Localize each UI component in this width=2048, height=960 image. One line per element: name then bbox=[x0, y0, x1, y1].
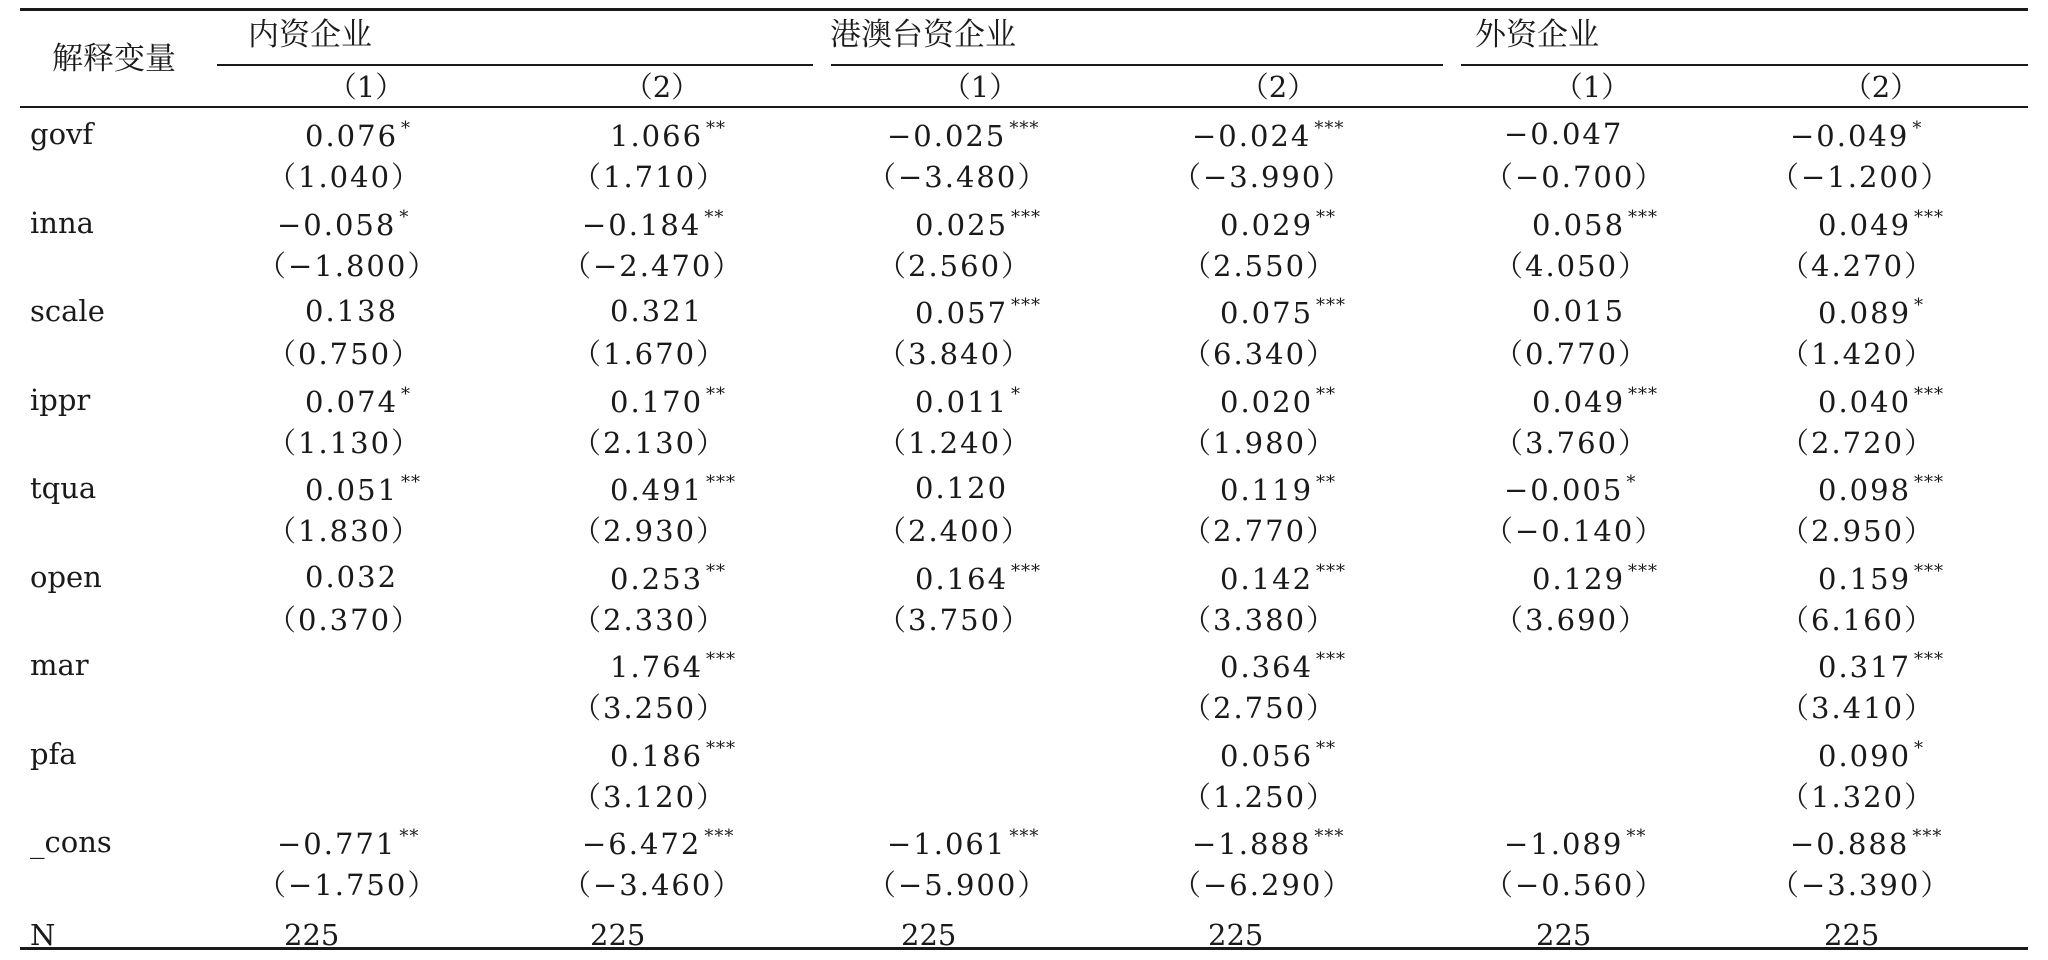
significance-stars: *** bbox=[1914, 206, 1945, 228]
coefficient-value: 0.321 bbox=[610, 294, 704, 328]
coefficient-value: −0.049 bbox=[1790, 119, 1910, 153]
group-header-1: 内资企业 bbox=[248, 17, 372, 53]
t-statistic-cell: （1.040） bbox=[267, 160, 423, 194]
significance-stars: * bbox=[1912, 118, 1923, 139]
group-underline-1 bbox=[217, 64, 813, 66]
coefficient-value: −0.184 bbox=[582, 207, 702, 242]
t-statistic-cell: （1.320） bbox=[1780, 779, 1936, 814]
coefficient-cell bbox=[610, 474, 736, 505]
significance-stars: ** bbox=[401, 472, 422, 493]
row-label-inna: inna bbox=[30, 205, 94, 240]
significance-stars: *** bbox=[704, 826, 735, 847]
row-label-govf: govf bbox=[30, 117, 94, 151]
coefficient-value: 0.089 bbox=[1818, 296, 1912, 330]
t-statistic-cell: （−5.900） bbox=[867, 868, 1049, 902]
coefficient-value: 0.049 bbox=[1818, 207, 1912, 242]
coefficient-value: 0.040 bbox=[1818, 384, 1912, 419]
coefficient-cell bbox=[1790, 120, 1922, 151]
coefficient-cell bbox=[277, 206, 410, 242]
coefficient-cell bbox=[1818, 383, 1945, 419]
significance-stars: ** bbox=[1316, 737, 1337, 759]
significance-stars: *** bbox=[1914, 560, 1945, 582]
significance-stars: *** bbox=[1914, 649, 1945, 670]
significance-stars: *** bbox=[1914, 472, 1945, 493]
coefficient-value: 0.253 bbox=[610, 561, 704, 596]
coefficient-cell bbox=[610, 737, 737, 773]
coefficient-cell bbox=[1532, 294, 1626, 328]
t-statistic-cell: （1.980） bbox=[1182, 425, 1338, 460]
significance-stars: *** bbox=[1314, 118, 1345, 139]
t-statistic-cell: （−0.140） bbox=[1484, 514, 1666, 548]
coefficient-cell bbox=[1790, 828, 1942, 859]
coefficient-value: 0.032 bbox=[305, 559, 399, 594]
row-label-tqua: tqua bbox=[30, 471, 97, 505]
group-underline-2 bbox=[831, 64, 1443, 66]
coefficient-cell bbox=[915, 560, 1042, 596]
significance-stars: *** bbox=[1011, 295, 1042, 316]
t-statistic-cell: （−3.390） bbox=[1770, 868, 1952, 902]
row-label-scale: scale bbox=[30, 294, 105, 328]
coefficient-value: 0.020 bbox=[1220, 384, 1314, 419]
coefficient-value: −1.888 bbox=[1192, 827, 1312, 861]
group-header-3: 外资企业 bbox=[1475, 17, 1599, 53]
row-label-mar: mar bbox=[30, 648, 89, 682]
significance-stars: * bbox=[399, 206, 410, 228]
coefficient-value: −0.025 bbox=[887, 119, 1007, 153]
coefficient-cell bbox=[610, 651, 736, 682]
coefficient-value: 0.074 bbox=[305, 384, 399, 419]
t-statistic-cell: （3.410） bbox=[1780, 691, 1936, 725]
t-statistic-cell: （−3.480） bbox=[867, 160, 1049, 194]
coefficient-cell bbox=[1532, 560, 1659, 596]
coefficient-value: −0.771 bbox=[277, 827, 397, 861]
t-statistic-cell: （3.380） bbox=[1182, 602, 1338, 637]
coefficient-value: 1.066 bbox=[610, 119, 704, 153]
coefficient-cell bbox=[582, 206, 725, 242]
coefficient-value: 0.057 bbox=[915, 296, 1009, 330]
observations-cell: 225 bbox=[1824, 917, 1880, 952]
group-header-2: 港澳台资企业 bbox=[830, 17, 1016, 53]
coefficient-cell bbox=[610, 383, 727, 419]
t-statistic-cell: （−1.800） bbox=[257, 248, 439, 283]
coefficient-value: 0.317 bbox=[1818, 650, 1912, 684]
significance-stars: * bbox=[1914, 737, 1925, 759]
significance-stars: ** bbox=[706, 383, 727, 405]
significance-stars: *** bbox=[1314, 826, 1345, 847]
t-statistic-cell: （2.750） bbox=[1182, 691, 1338, 725]
coefficient-cell bbox=[1532, 206, 1659, 242]
coefficient-value: 0.075 bbox=[1220, 296, 1314, 330]
coefficient-cell bbox=[1504, 474, 1636, 505]
t-statistic-cell: （1.250） bbox=[1182, 779, 1338, 814]
significance-stars: ** bbox=[1626, 826, 1647, 847]
t-statistic-cell: （3.750） bbox=[877, 602, 1033, 637]
significance-stars: *** bbox=[1009, 118, 1040, 139]
observations-cell: 225 bbox=[284, 917, 340, 952]
coefficient-cell bbox=[887, 120, 1039, 151]
significance-stars: *** bbox=[1628, 560, 1659, 582]
coefficient-value: −0.888 bbox=[1790, 827, 1910, 861]
regression-table bbox=[20, 8, 2028, 952]
t-statistic-cell: （−1.750） bbox=[257, 868, 439, 902]
significance-stars: ** bbox=[706, 118, 727, 139]
coefficient-cell bbox=[1818, 297, 1924, 328]
significance-stars: *** bbox=[706, 472, 737, 493]
row-label-pfa: pfa bbox=[30, 736, 77, 771]
coefficient-value: 0.170 bbox=[610, 384, 704, 419]
coefficient-cell bbox=[610, 560, 727, 596]
t-statistic-cell: （0.750） bbox=[267, 337, 423, 371]
coefficient-value: 1.764 bbox=[610, 650, 704, 684]
coefficient-value: 0.076 bbox=[305, 119, 399, 153]
coefficient-value: 0.098 bbox=[1818, 473, 1912, 507]
t-statistic-cell: （−0.700） bbox=[1484, 160, 1666, 194]
row-label-cons: _cons bbox=[30, 825, 112, 859]
t-statistic-cell: （−6.290） bbox=[1172, 868, 1354, 902]
coefficient-cell bbox=[1192, 120, 1344, 151]
t-statistic-cell: （−1.200） bbox=[1770, 160, 1952, 194]
significance-stars: * bbox=[401, 118, 412, 139]
coefficient-value: −0.047 bbox=[1504, 117, 1624, 151]
coefficient-value: 0.056 bbox=[1220, 738, 1314, 773]
significance-stars: *** bbox=[1011, 560, 1042, 582]
significance-stars: *** bbox=[1628, 383, 1659, 405]
t-statistic-cell: （1.420） bbox=[1780, 337, 1936, 371]
t-statistic-cell: （0.370） bbox=[267, 602, 423, 637]
t-statistic-cell: （2.720） bbox=[1780, 425, 1936, 460]
coefficient-value: 0.051 bbox=[305, 473, 399, 507]
coefficient-value: 0.164 bbox=[915, 561, 1009, 596]
t-statistic-cell: （0.770） bbox=[1494, 337, 1650, 371]
significance-stars: * bbox=[1626, 472, 1637, 493]
significance-stars: *** bbox=[1011, 206, 1042, 228]
t-statistic-cell: （4.050） bbox=[1494, 248, 1650, 283]
significance-stars: * bbox=[401, 383, 412, 405]
t-statistic-cell: （3.840） bbox=[877, 337, 1033, 371]
coefficient-cell bbox=[915, 383, 1022, 419]
significance-stars: *** bbox=[1009, 826, 1040, 847]
group-underline-3 bbox=[1461, 64, 2028, 66]
coefficient-cell bbox=[1220, 206, 1337, 242]
t-statistic-cell: （6.340） bbox=[1182, 337, 1338, 371]
significance-stars: *** bbox=[1628, 206, 1659, 228]
column-number-2: （2） bbox=[623, 70, 701, 104]
significance-stars: *** bbox=[1316, 649, 1347, 670]
coefficient-cell bbox=[305, 559, 399, 594]
significance-stars: ** bbox=[704, 206, 725, 228]
coefficient-cell bbox=[887, 828, 1039, 859]
t-statistic-cell: （2.930） bbox=[572, 514, 728, 548]
coefficient-cell bbox=[610, 120, 726, 151]
coefficient-value: 0.142 bbox=[1220, 561, 1314, 596]
t-statistic-cell: （−0.560） bbox=[1484, 868, 1666, 902]
coefficient-value: 0.011 bbox=[915, 384, 1009, 419]
coefficient-cell bbox=[1220, 474, 1336, 505]
coefficient-cell bbox=[1220, 651, 1346, 682]
t-statistic-cell: （2.770） bbox=[1182, 514, 1338, 548]
coefficient-cell bbox=[277, 828, 419, 859]
coefficient-cell bbox=[1220, 297, 1346, 328]
row-label-n: N bbox=[30, 917, 56, 952]
column-number-1: （1） bbox=[327, 70, 405, 104]
t-statistic-cell: （−2.470） bbox=[562, 248, 744, 283]
coefficient-value: 0.015 bbox=[1532, 294, 1626, 328]
significance-stars: *** bbox=[1914, 383, 1945, 405]
coefficient-value: 0.119 bbox=[1220, 473, 1314, 507]
coefficient-cell bbox=[305, 120, 411, 151]
coefficient-cell bbox=[1818, 560, 1945, 596]
significance-stars: ** bbox=[399, 826, 420, 847]
t-statistic-cell: （1.710） bbox=[572, 160, 728, 194]
t-statistic-cell: （3.760） bbox=[1494, 425, 1650, 460]
coefficient-value: 0.049 bbox=[1532, 384, 1626, 419]
coefficient-value: −1.089 bbox=[1504, 827, 1624, 861]
t-statistic-cell: （2.560） bbox=[877, 248, 1033, 283]
coefficient-value: 0.120 bbox=[915, 471, 1009, 505]
coefficient-cell bbox=[305, 383, 412, 419]
coefficient-cell bbox=[1220, 737, 1337, 773]
t-statistic-cell: （3.120） bbox=[572, 779, 728, 814]
row-label-ippr: ippr bbox=[30, 382, 91, 417]
t-statistic-cell: （2.550） bbox=[1182, 248, 1338, 283]
t-statistic-cell: （2.130） bbox=[572, 425, 728, 460]
coefficient-cell bbox=[1532, 383, 1659, 419]
significance-stars: ** bbox=[1316, 383, 1337, 405]
coefficient-value: −0.058 bbox=[277, 207, 397, 242]
coefficient-value: −0.024 bbox=[1192, 119, 1312, 153]
t-statistic-cell: （−3.460） bbox=[562, 868, 744, 902]
t-statistic-cell: （2.400） bbox=[877, 514, 1033, 548]
coefficient-cell bbox=[610, 294, 704, 328]
coefficient-cell bbox=[1818, 737, 1925, 773]
t-statistic-cell: （1.670） bbox=[572, 337, 728, 371]
significance-stars: *** bbox=[1912, 826, 1943, 847]
significance-stars: ** bbox=[1316, 206, 1337, 228]
coefficient-cell bbox=[305, 474, 421, 505]
significance-stars: *** bbox=[1316, 295, 1347, 316]
significance-stars: * bbox=[1914, 295, 1925, 316]
coefficient-cell bbox=[1220, 383, 1337, 419]
significance-stars: ** bbox=[706, 560, 727, 582]
coefficient-value: −6.472 bbox=[582, 827, 702, 861]
coefficient-value: 0.090 bbox=[1818, 738, 1912, 773]
coefficient-cell bbox=[305, 294, 399, 328]
coefficient-value: −0.005 bbox=[1504, 473, 1624, 507]
coefficient-value: 0.029 bbox=[1220, 207, 1314, 242]
column-number-4: （2） bbox=[1239, 70, 1317, 104]
coefficient-value: 0.364 bbox=[1220, 650, 1314, 684]
t-statistic-cell: （2.330） bbox=[572, 602, 728, 637]
significance-stars: *** bbox=[706, 737, 737, 759]
coefficient-cell bbox=[1818, 206, 1945, 242]
coefficient-cell bbox=[915, 471, 1009, 505]
coefficient-value: 0.129 bbox=[1532, 561, 1626, 596]
t-statistic-cell: （2.950） bbox=[1780, 514, 1936, 548]
row-label-open: open bbox=[30, 559, 102, 594]
t-statistic-cell: （3.690） bbox=[1494, 602, 1650, 637]
coefficient-cell bbox=[1818, 474, 1944, 505]
coefficient-cell bbox=[915, 297, 1041, 328]
coefficient-cell bbox=[1192, 828, 1344, 859]
t-statistic-cell: （6.160） bbox=[1780, 602, 1936, 637]
top-rule bbox=[20, 8, 2028, 11]
t-statistic-cell: （−3.990） bbox=[1172, 160, 1354, 194]
coefficient-cell bbox=[1504, 117, 1624, 151]
significance-stars: *** bbox=[706, 649, 737, 670]
coefficient-value: 0.025 bbox=[915, 207, 1009, 242]
t-statistic-cell: （3.250） bbox=[572, 691, 728, 725]
observations-cell: 225 bbox=[1208, 917, 1264, 952]
column-number-6: （2） bbox=[1842, 70, 1920, 104]
coefficient-cell bbox=[915, 206, 1042, 242]
coefficient-value: 0.491 bbox=[610, 473, 704, 507]
observations-cell: 225 bbox=[901, 917, 957, 952]
coefficient-value: 0.159 bbox=[1818, 561, 1912, 596]
coefficient-value: 0.186 bbox=[610, 738, 704, 773]
t-statistic-cell: （1.130） bbox=[267, 425, 423, 460]
column-number-3: （1） bbox=[941, 70, 1019, 104]
observations-cell: 225 bbox=[590, 917, 646, 952]
coefficient-cell bbox=[1818, 651, 1944, 682]
header-rule bbox=[20, 106, 2028, 108]
coefficient-value: −1.061 bbox=[887, 827, 1007, 861]
coefficient-cell bbox=[582, 828, 734, 859]
coefficient-cell bbox=[1220, 560, 1347, 596]
var-label-header: 解释变量 bbox=[52, 41, 176, 77]
coefficient-value: 0.058 bbox=[1532, 207, 1626, 242]
observations-cell: 225 bbox=[1536, 917, 1592, 952]
t-statistic-cell: （1.240） bbox=[877, 425, 1033, 460]
coefficient-cell bbox=[1504, 828, 1646, 859]
column-number-5: （1） bbox=[1553, 70, 1631, 104]
significance-stars: * bbox=[1011, 383, 1022, 405]
coefficient-value: 0.138 bbox=[305, 294, 399, 328]
significance-stars: *** bbox=[1316, 560, 1347, 582]
t-statistic-cell: （4.270） bbox=[1780, 248, 1936, 283]
significance-stars: ** bbox=[1316, 472, 1337, 493]
t-statistic-cell: （1.830） bbox=[267, 514, 423, 548]
